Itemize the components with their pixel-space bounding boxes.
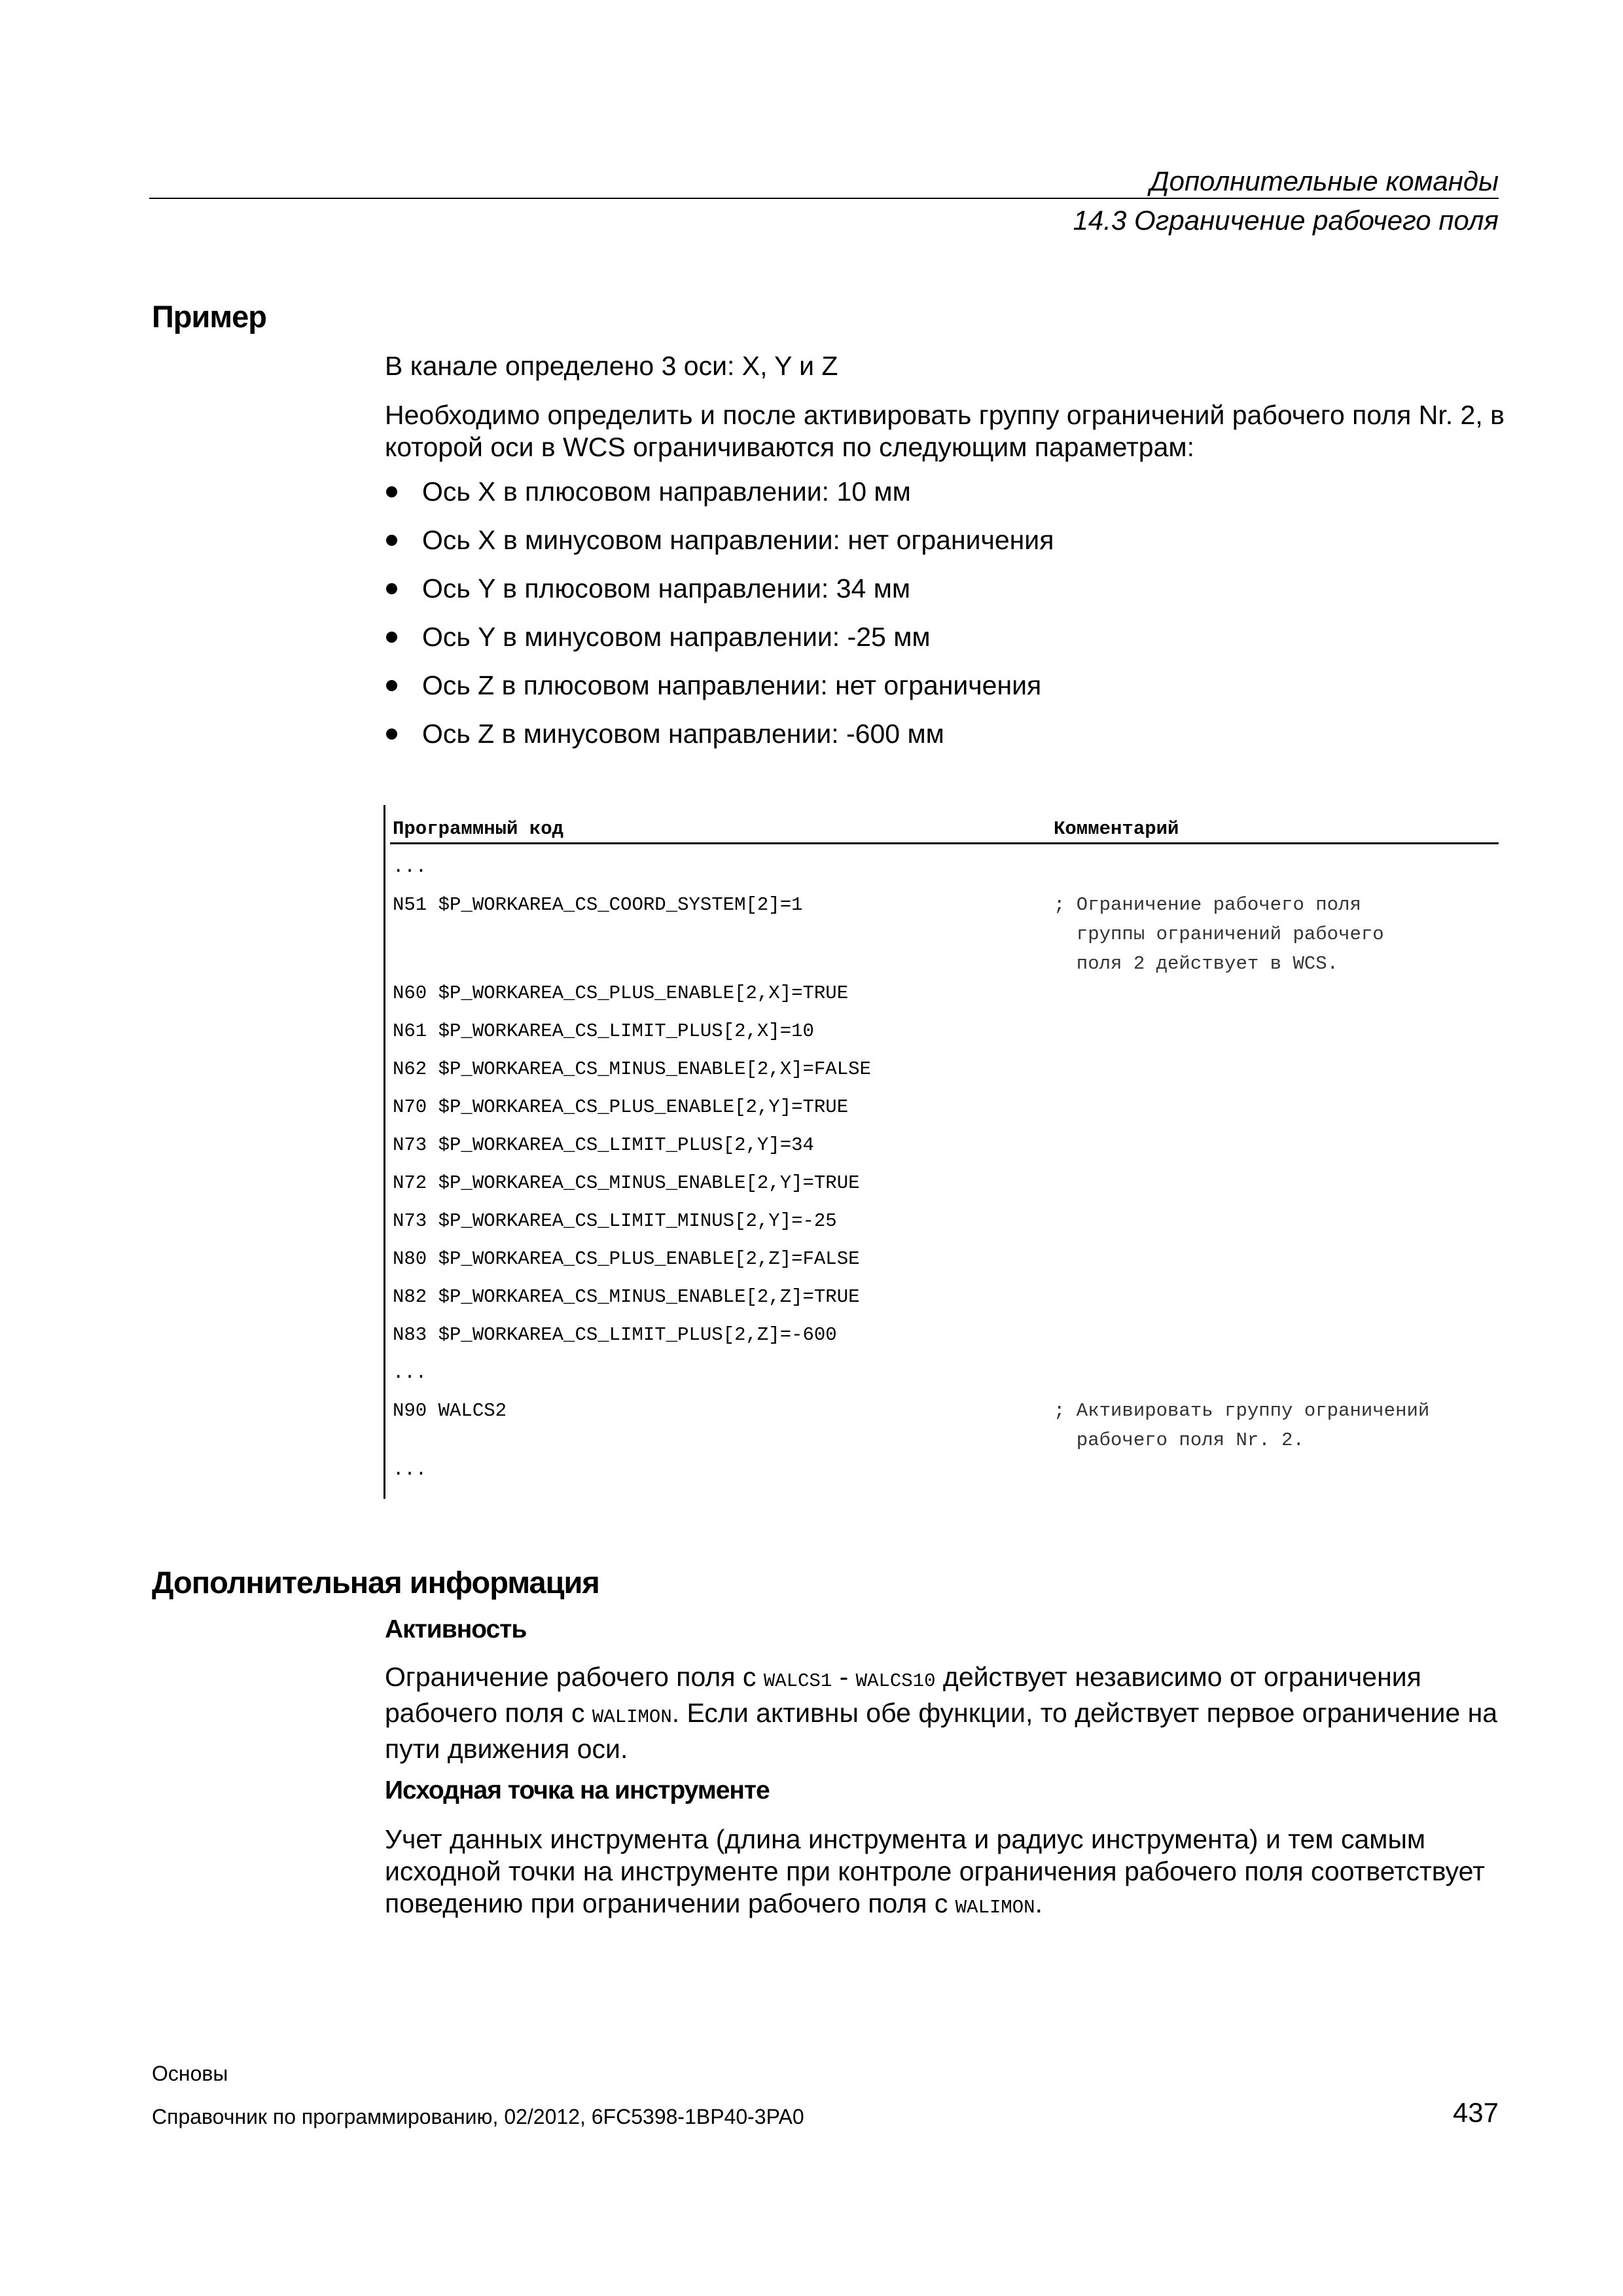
page-number: 437 [1452, 2097, 1499, 2128]
code-line: N90 WALCS2 [393, 1400, 507, 1422]
code-row [393, 1396, 1499, 1455]
list-item: Ось Y в минусовом направлении: -25 мм [385, 621, 1054, 670]
code-row [393, 1092, 1499, 1130]
code-row [393, 1206, 1499, 1244]
code-comment [1054, 1168, 1499, 1206]
code-comment [1054, 1244, 1499, 1282]
code-row [393, 1320, 1499, 1358]
code-line: N83 $P_WORKAREA_CS_LIMIT_PLUS[2,Z]=-600 [393, 1324, 837, 1346]
reference-point-heading: Исходная точка на инструменте [385, 1776, 770, 1804]
code-comment [1054, 852, 1499, 890]
code-line: N60 $P_WORKAREA_CS_PLUS_ENABLE[2,X]=TRUE [393, 982, 849, 1004]
footer-book-title: Основы [152, 2062, 228, 2085]
code-line: N73 $P_WORKAREA_CS_LIMIT_PLUS[2,Y]=34 [393, 1134, 814, 1156]
list-item: Ось X в минусовом направлении: нет ограничения [385, 524, 1054, 573]
code-row [393, 1016, 1499, 1054]
code-table-body [393, 852, 1499, 1493]
code-comment [1054, 1130, 1499, 1168]
code-comment: ; Активировать группу ограничений рабочего поля Nr. 2. [1054, 1400, 1430, 1451]
code-comment: ; Ограничение рабочего поля группы ограничений рабочего поля 2 действует в WCS. [1054, 894, 1384, 975]
header-rule [149, 198, 1499, 199]
code-comment [1054, 1016, 1499, 1054]
bullet-icon [386, 680, 397, 691]
code-line: N73 $P_WORKAREA_CS_LIMIT_MINUS[2,Y]=-25 [393, 1210, 837, 1232]
code-row [393, 1054, 1499, 1092]
code-line: N61 $P_WORKAREA_CS_LIMIT_PLUS[2,X]=10 [393, 1020, 814, 1042]
activity-paragraph: Ограничение рабочего поля с WALCS1 - WALCS10 действует независимо от ограничения рабочего поля с WALIMON. Если активны обе функции, то действует первое ограничение на пути движения оси. [385, 1662, 1498, 1764]
code-line: ... [393, 1459, 427, 1480]
bullet-icon [386, 632, 397, 643]
example-task: Необходимо определить и после активировать группу ограничений рабочего поля Nr. 2, в которой оси в WCS ограничиваются по следующим параметрам: [385, 400, 1505, 462]
header-chapter: Дополнительные команды [1150, 166, 1499, 196]
code-comment [1054, 1054, 1499, 1092]
example-intro: В канале определено 3 оси: X, Y и Z [385, 351, 838, 381]
axis-limits-list [385, 476, 1054, 766]
code-row [393, 1358, 1499, 1396]
list-item: Ось Z в минусовом направлении: -600 мм [385, 718, 1054, 766]
bullet-icon [386, 583, 397, 594]
reference-point-paragraph: Учет данных инструмента (длина инструмента и радиус инструмента) и тем самым исходной точки на инструменте при контроле ограничения рабочего поля соответствует поведению при ограничении рабочего поля с WALIMON. [385, 1824, 1485, 1918]
code-comment [1054, 1358, 1499, 1396]
code-row [393, 1130, 1499, 1168]
code-comment [1054, 1206, 1499, 1244]
code-row [393, 1168, 1499, 1206]
activity-heading: Активность [385, 1615, 527, 1643]
code-line: N82 $P_WORKAREA_CS_MINUS_ENABLE[2,Z]=TRUE [393, 1286, 860, 1308]
additional-heading: Дополнительная информация [152, 1565, 599, 1600]
list-item: Ось X в плюсовом направлении: 10 мм [385, 476, 1054, 524]
code-row [393, 1244, 1499, 1282]
walimon-command: WALIMON [592, 1706, 672, 1728]
code-line: ... [393, 856, 427, 878]
example-heading: Пример [152, 299, 267, 334]
code-line: N72 $P_WORKAREA_CS_MINUS_ENABLE[2,Y]=TRUE [393, 1172, 860, 1194]
list-item: Ось Z в плюсовом направлении: нет ограничения [385, 670, 1054, 718]
code-row [393, 978, 1499, 1016]
code-row [393, 1282, 1499, 1320]
code-line: N80 $P_WORKAREA_CS_PLUS_ENABLE[2,Z]=FALSE [393, 1248, 860, 1270]
code-comment [1054, 1320, 1499, 1358]
code-header-rule [390, 842, 1499, 844]
code-comment [1054, 1282, 1499, 1320]
bullet-icon [386, 486, 397, 497]
walimon-command: WALIMON [955, 1897, 1035, 1918]
walcs10-command: WALCS10 [855, 1670, 936, 1692]
code-header-comment: Комментарий [1054, 818, 1179, 840]
code-row [393, 890, 1499, 978]
code-line: N51 $P_WORKAREA_CS_COORD_SYSTEM[2]=1 [393, 894, 803, 916]
footer-manual-info: Справочник по программированию, 02/2012, 6FC5398-1BP40-3PA0 [152, 2105, 804, 2128]
list-item: Ось Y в плюсовом направлении: 34 мм [385, 573, 1054, 621]
header-section: 14.3 Ограничение рабочего поля [1073, 205, 1499, 236]
walcs1-command: WALCS1 [763, 1670, 832, 1692]
code-line: N70 $P_WORKAREA_CS_PLUS_ENABLE[2,Y]=TRUE [393, 1096, 849, 1118]
code-row [393, 852, 1499, 890]
code-header-program: Программный код [393, 818, 564, 840]
code-comment [1054, 978, 1499, 1016]
bullet-icon [386, 728, 397, 740]
code-comment [1054, 1092, 1499, 1130]
code-row [393, 1455, 1499, 1493]
code-block-bar [383, 805, 385, 1499]
code-line: ... [393, 1362, 427, 1384]
code-comment [1054, 1455, 1499, 1493]
code-line: N62 $P_WORKAREA_CS_MINUS_ENABLE[2,X]=FALSE [393, 1058, 871, 1080]
bullet-icon [386, 535, 397, 546]
